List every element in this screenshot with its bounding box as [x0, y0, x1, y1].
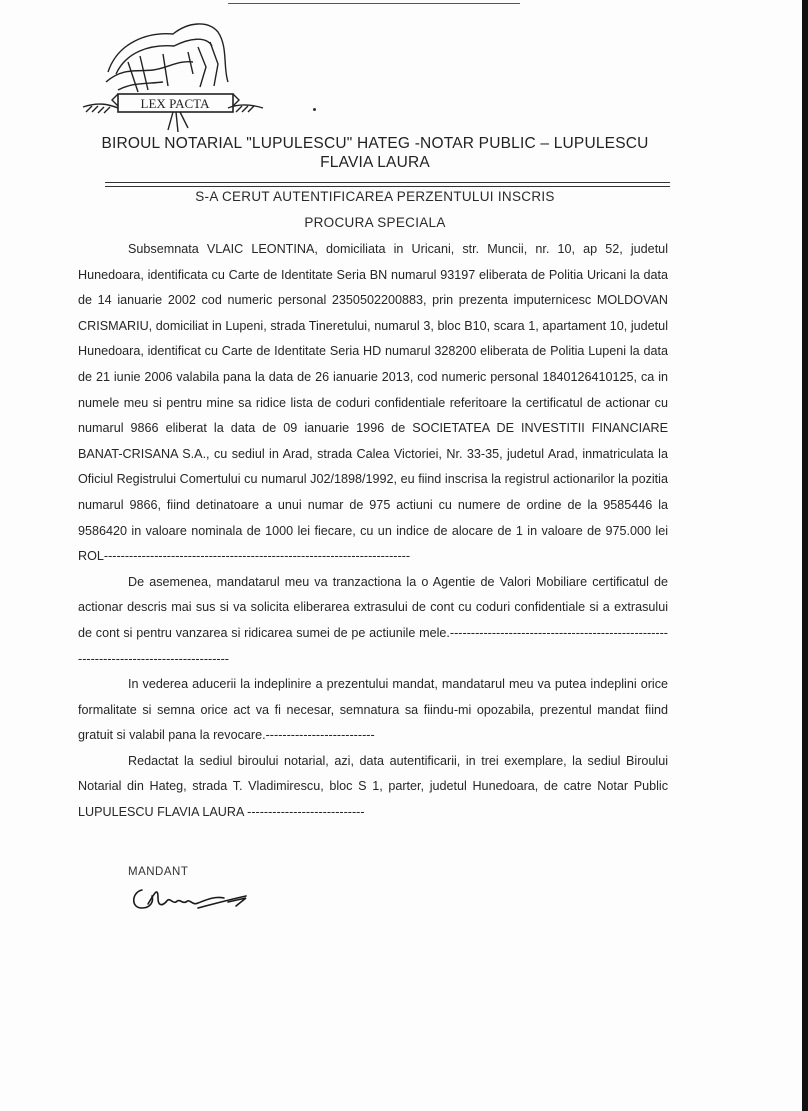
paragraph-mandate: Subsemnata VLAIC LEONTINA, domiciliata in Uricani, str. Muncii, nr. 10, ap 52, judetul Hunedoara, identificata cu Carte de Identitate Seria BN numarul 93197 eliberata de Politia Uricani la data de 14 ianuarie 2002 cod numeric personal 2350502200883, prin prezenta imputernicesc MOLDOVAN CRISMARIU, domiciliat in Lupeni, strada Tineretului, numarul 3, bloc B10, scara 1, apartament 10, judetul Hunedoara, identificat cu Carte de Identitate Seria HD numarul 328200 eliberata de Politia Lupeni la data de 21 iunie 2006 valabila pana la data de 26 ianuarie 2013, cod numeric personal 1840126410125, ca in numele meu si pentru mine sa ridice lista de coduri confidentiale referitoare la certificatul de actionar cu numarul 9866 eliberat la data de 09 ianuarie 1996 de SOCIETATEA DE INVESTITII FINANCIARE BANAT-CRISANA S.A., cu sediul in Arad, strada Calea Victoriei, Nr. 33-35, judetul Arad, inmatriculata la Oficiul Registrului Comertului cu numarul J02/1898/1992, eu fiind inscrisa la registrul actionarilor la pozitia numarul 9866, fiind detinatoare a unui numar de 975 actiuni cu numere de ordine de la 9585446 la 9586420 in valoare nominala de 1000 lei fiecare, cu un indice de alocare de 1 in valoare de 975.000 lei ROL------------------------------------------------------------------------- — [78, 242, 668, 564]
logo-banner-text: LEX PACTA — [140, 96, 210, 111]
paragraph-formalities: In vederea aducerii la indeplinire a prezentului mandat, mandatarul meu va putea indeplini orice formalitate si semna orice act va fi necesar, semnatura sa fiindu-mi opozabila, prezentul mandat fiind gratuit si valabil pana la revocare.-------------------------- — [78, 677, 668, 743]
handwritten-signature-icon — [128, 876, 258, 918]
scan-edge — [802, 0, 808, 1111]
document-title: PROCURA SPECIALA — [304, 215, 446, 230]
header-rule-bottom — [105, 186, 670, 187]
paragraph-drafting: Redactat la sediul biroului notarial, azi, data autentificarii, in trei exemplare, la sediul Biroului Notarial din Hateg, strada T. Vladimirescu, bloc S 1, parter, judetul Hunedoara, de catre Notar Public LUPULESCU FLAVIA LAURA ---------------------------- — [78, 753, 668, 820]
office-line-1: BIROUL NOTARIAL "LUPULESCU" HATEG -NOTAR PUBLIC – LUPULESCU — [101, 135, 649, 152]
notary-logo-icon — [78, 12, 268, 137]
top-rule — [228, 3, 520, 4]
authentication-heading: S-A CERUT AUTENTIFICAREA PERZENTULUI INSCRIS — [195, 189, 555, 204]
stray-dot — [313, 108, 316, 111]
notary-office-header — [80, 134, 670, 172]
signature-block — [128, 866, 268, 916]
office-line-2: FLAVIA LAURA — [320, 154, 430, 171]
paragraph-trading: De asemenea, mandatarul meu va tranzactiona la o Agentie de Valori Mobiliare certificatul de actionar descris mai sus si va solicita eliberarea extrasului de cont cu coduri confidentiale si a extrasului de cont si pentru vanzarea si ridicarea sumei de pe actiunile mele.---------------------------------------------------------------------------------------- — [78, 574, 668, 666]
signature-label: MANDANT — [128, 866, 189, 878]
document-body — [78, 237, 668, 826]
header-rule-top — [105, 182, 670, 183]
